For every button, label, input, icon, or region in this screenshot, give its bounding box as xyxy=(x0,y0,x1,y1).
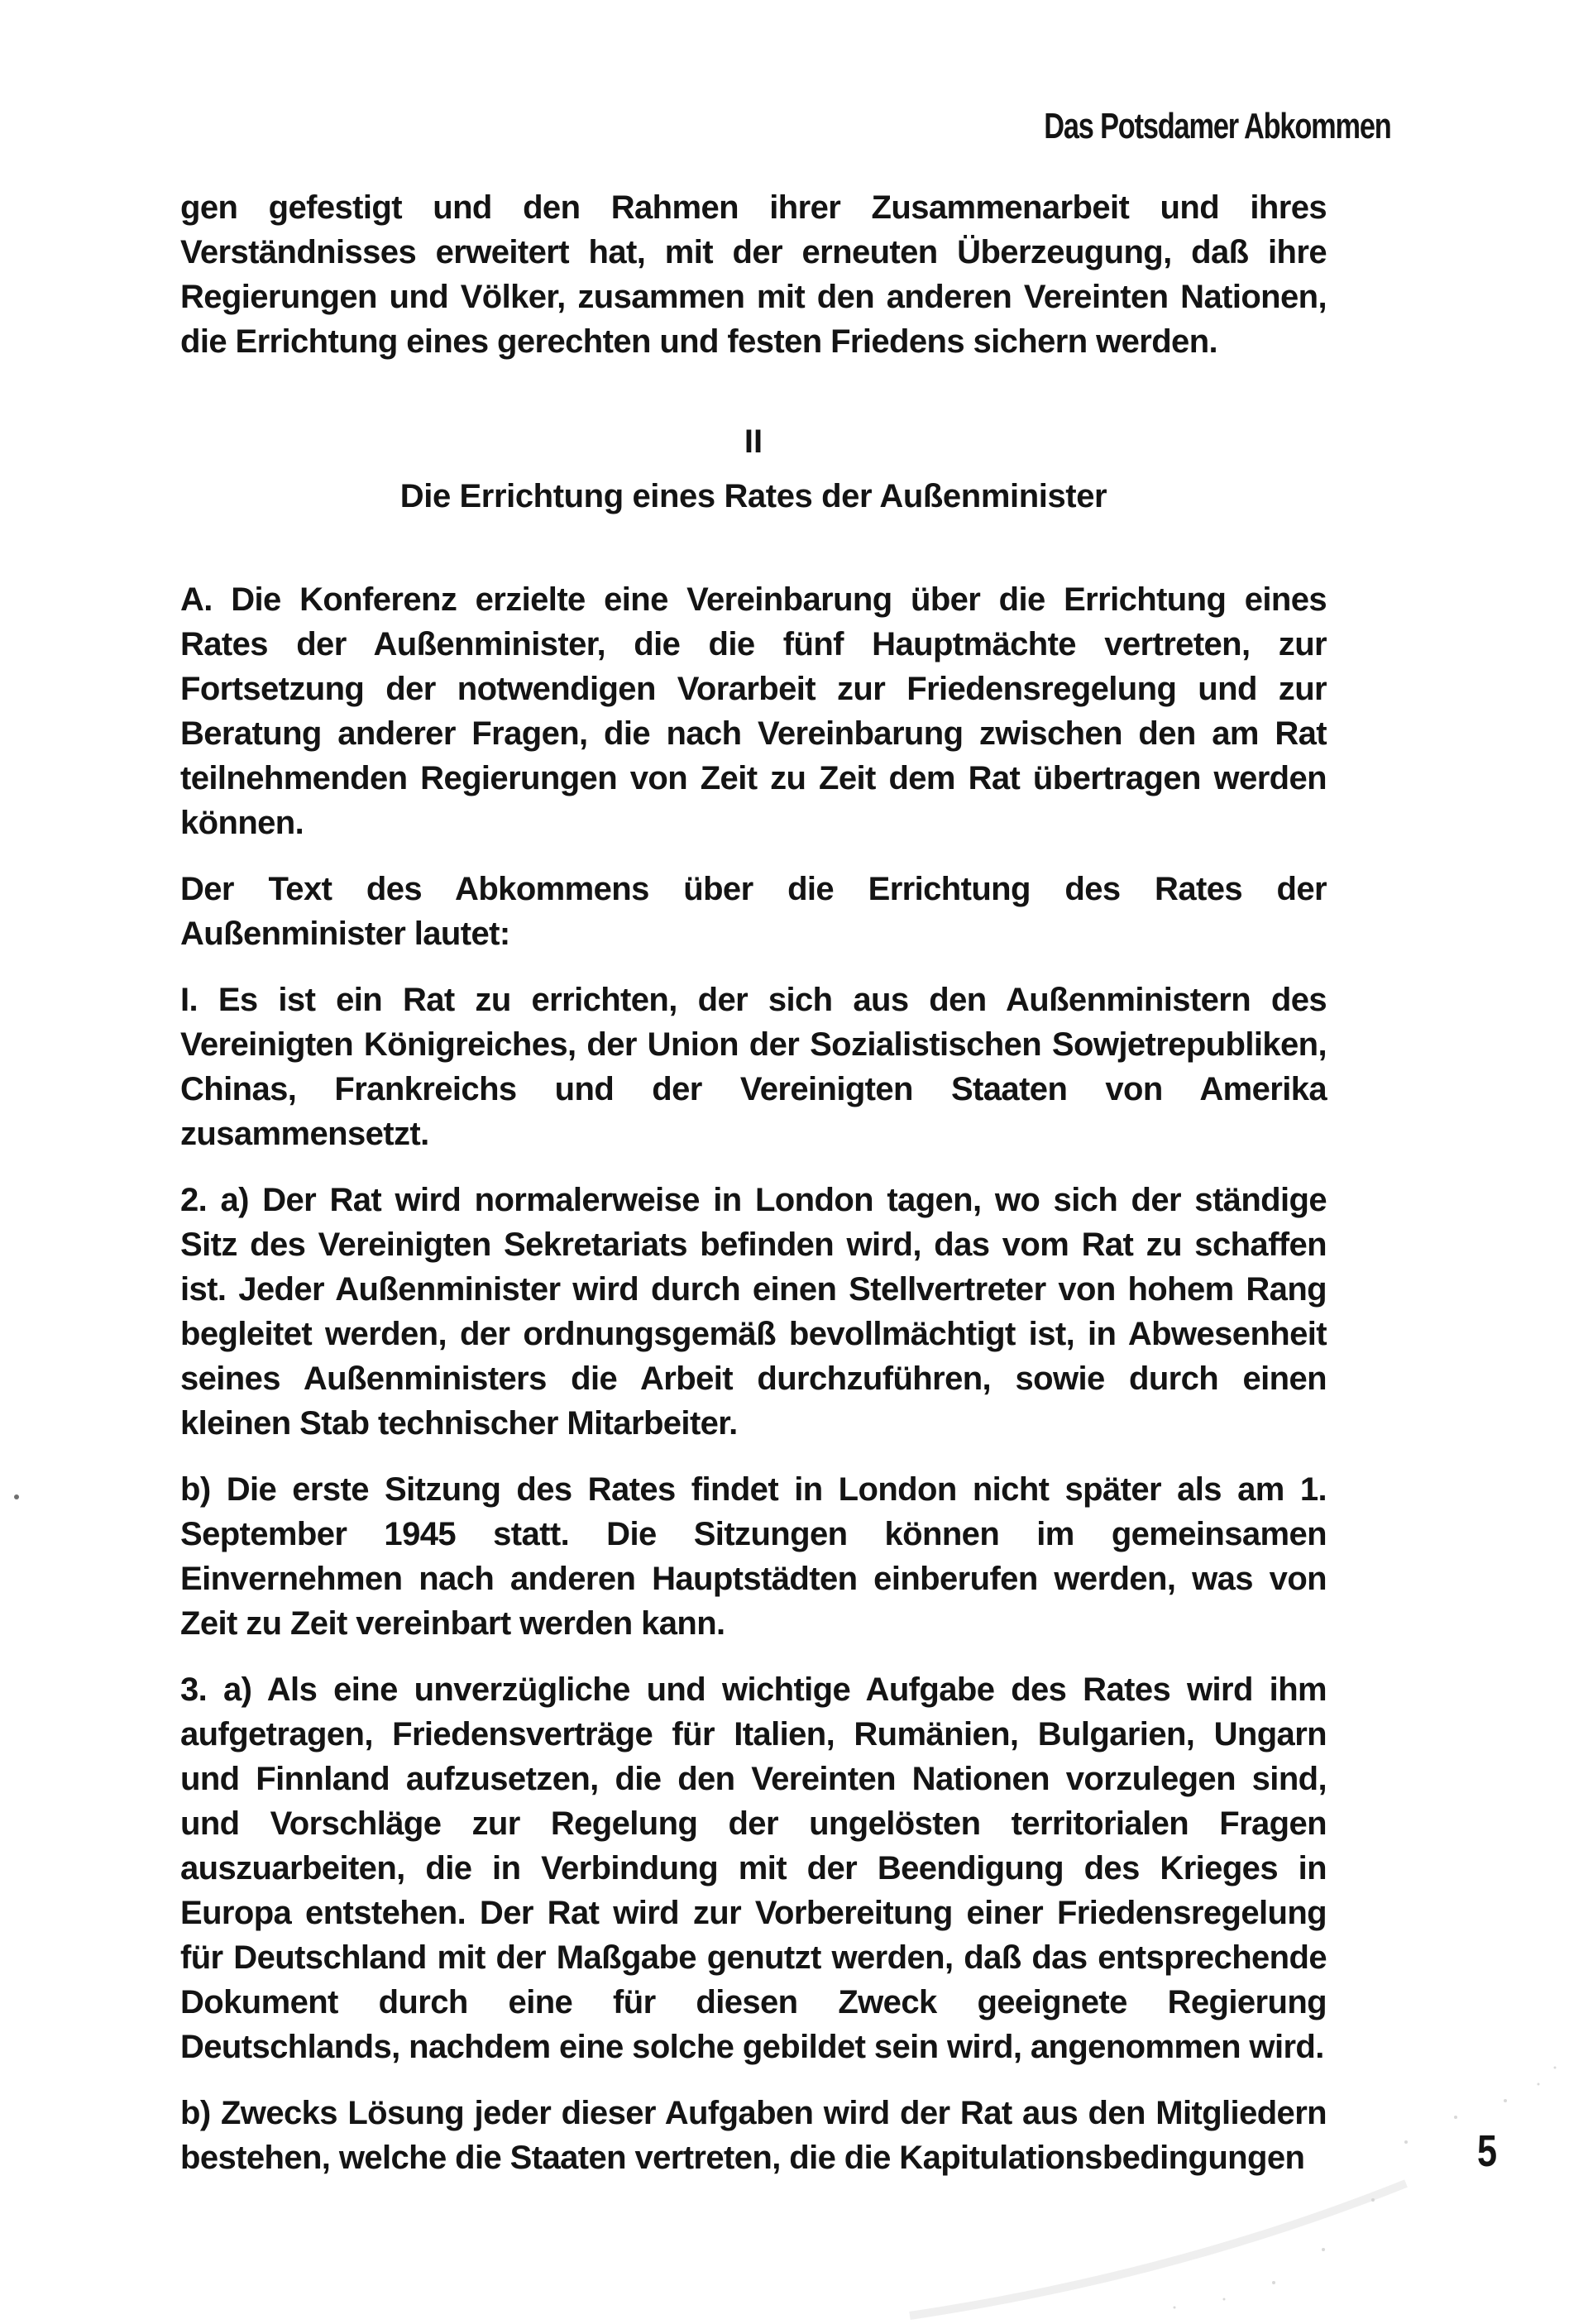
section-numeral: II xyxy=(744,423,763,460)
continuation-text xyxy=(180,185,1327,364)
paragraph-3a: 3. a) Als eine unverzügliche und wichtige Aufgabe des Rates wird ihm aufgetragen, Friedensverträge für Italien, Rumänien, Bulgarien, Ungarn und Finnland aufzusetzen, die den Vereinten Nationen vorzulegen sind, und Vorschläge zur Regelung der ungelösten territorialen Fragen auszuarbeiten, die in Verbindung mit der Beendigung des Krieges in Europa entstehen. Der Rat wird zur Vorbereitung einer Friedensregelung für Deutschland mit der Maßgabe genutzt werden, daß das entsprechende Dokument durch eine für diesen Zweck geeignete Regierung Deutschlands, nachdem eine solche gebildet sein wird, angenommen wird. xyxy=(180,1671,1327,2065)
running-header: Das Potsdamer Abkommen xyxy=(1044,106,1391,146)
continuation-paragraph: gen gefestigt und den Rahmen ihrer Zusammenarbeit und ihres Verständnisses erweitert hat, mit der erneuten Überzeugung, daß ihre Regierungen und Völker, zusammen mit den anderen Vereinten Nationen, die Errichtung eines gerechten und festen Friedens sichern werden. xyxy=(180,189,1327,360)
paragraph-a: A. Die Konferenz erzielte eine Vereinbarung über die Errichtung eines Rates der Außenminister, die die fünf Hauptmächte vertreten, zur Fortsetzung der notwendigen Vorarbeit zur Friedensregelung und zur Beratung anderer Fragen, die nach Vereinbarung zwischen den am Rat teilnehmenden Regierungen von Zeit zu Zeit dem Rat übertragen werden können. xyxy=(180,581,1327,841)
paragraph-2a: 2. a) Der Rat wird normalerweise in London tagen, wo sich der ständige Sitz des Vereinigten Sekretariats befinden wird, das vom Rat zu schaffen ist. Jeder Außenminister wird durch einen Stellvertreter von hohem Rang begleitet werden, der ordnungsgemäß bevollmächtigt ist, in Abwesenheit seines Außenministers die Arbeit durchzuführen, sowie durch einen kleinen Stab technischer Mitarbeiter. xyxy=(180,1182,1327,1442)
paragraph-1: I. Es ist ein Rat zu errichten, der sich aus den Außenministern des Vereinigten Königreiches, der Union der Sozialistischen Sowjetrepubliken, Chinas, Frankreichs und der Vereinigten Staaten von Amerika zusammensetzt. xyxy=(180,982,1327,1152)
page-number: 5 xyxy=(1477,2126,1498,2176)
paragraph-2b: b) Die erste Sitzung des Rates findet in London nicht später als am 1. September 1945 statt. Die Sitzungen können im gemeinsamen Einvernehmen nach anderen Hauptstädten einberufen werden, was von Zeit zu Zeit vereinbart werden kann. xyxy=(180,1471,1327,1642)
paragraph-3b: b) Zwecks Lösung jeder dieser Aufgaben wird der Rat aus den Mitgliedern bestehen, welche die Staaten vertreten, die die Kapitulationsbedingungen xyxy=(180,2095,1327,2176)
paragraph-text-intro: Der Text des Abkommens über die Errichtung des Rates der Außenminister lautet: xyxy=(180,871,1327,952)
section-title: Die Errichtung eines Rates der Außenminister xyxy=(399,478,1107,514)
body-text xyxy=(180,577,1327,2202)
